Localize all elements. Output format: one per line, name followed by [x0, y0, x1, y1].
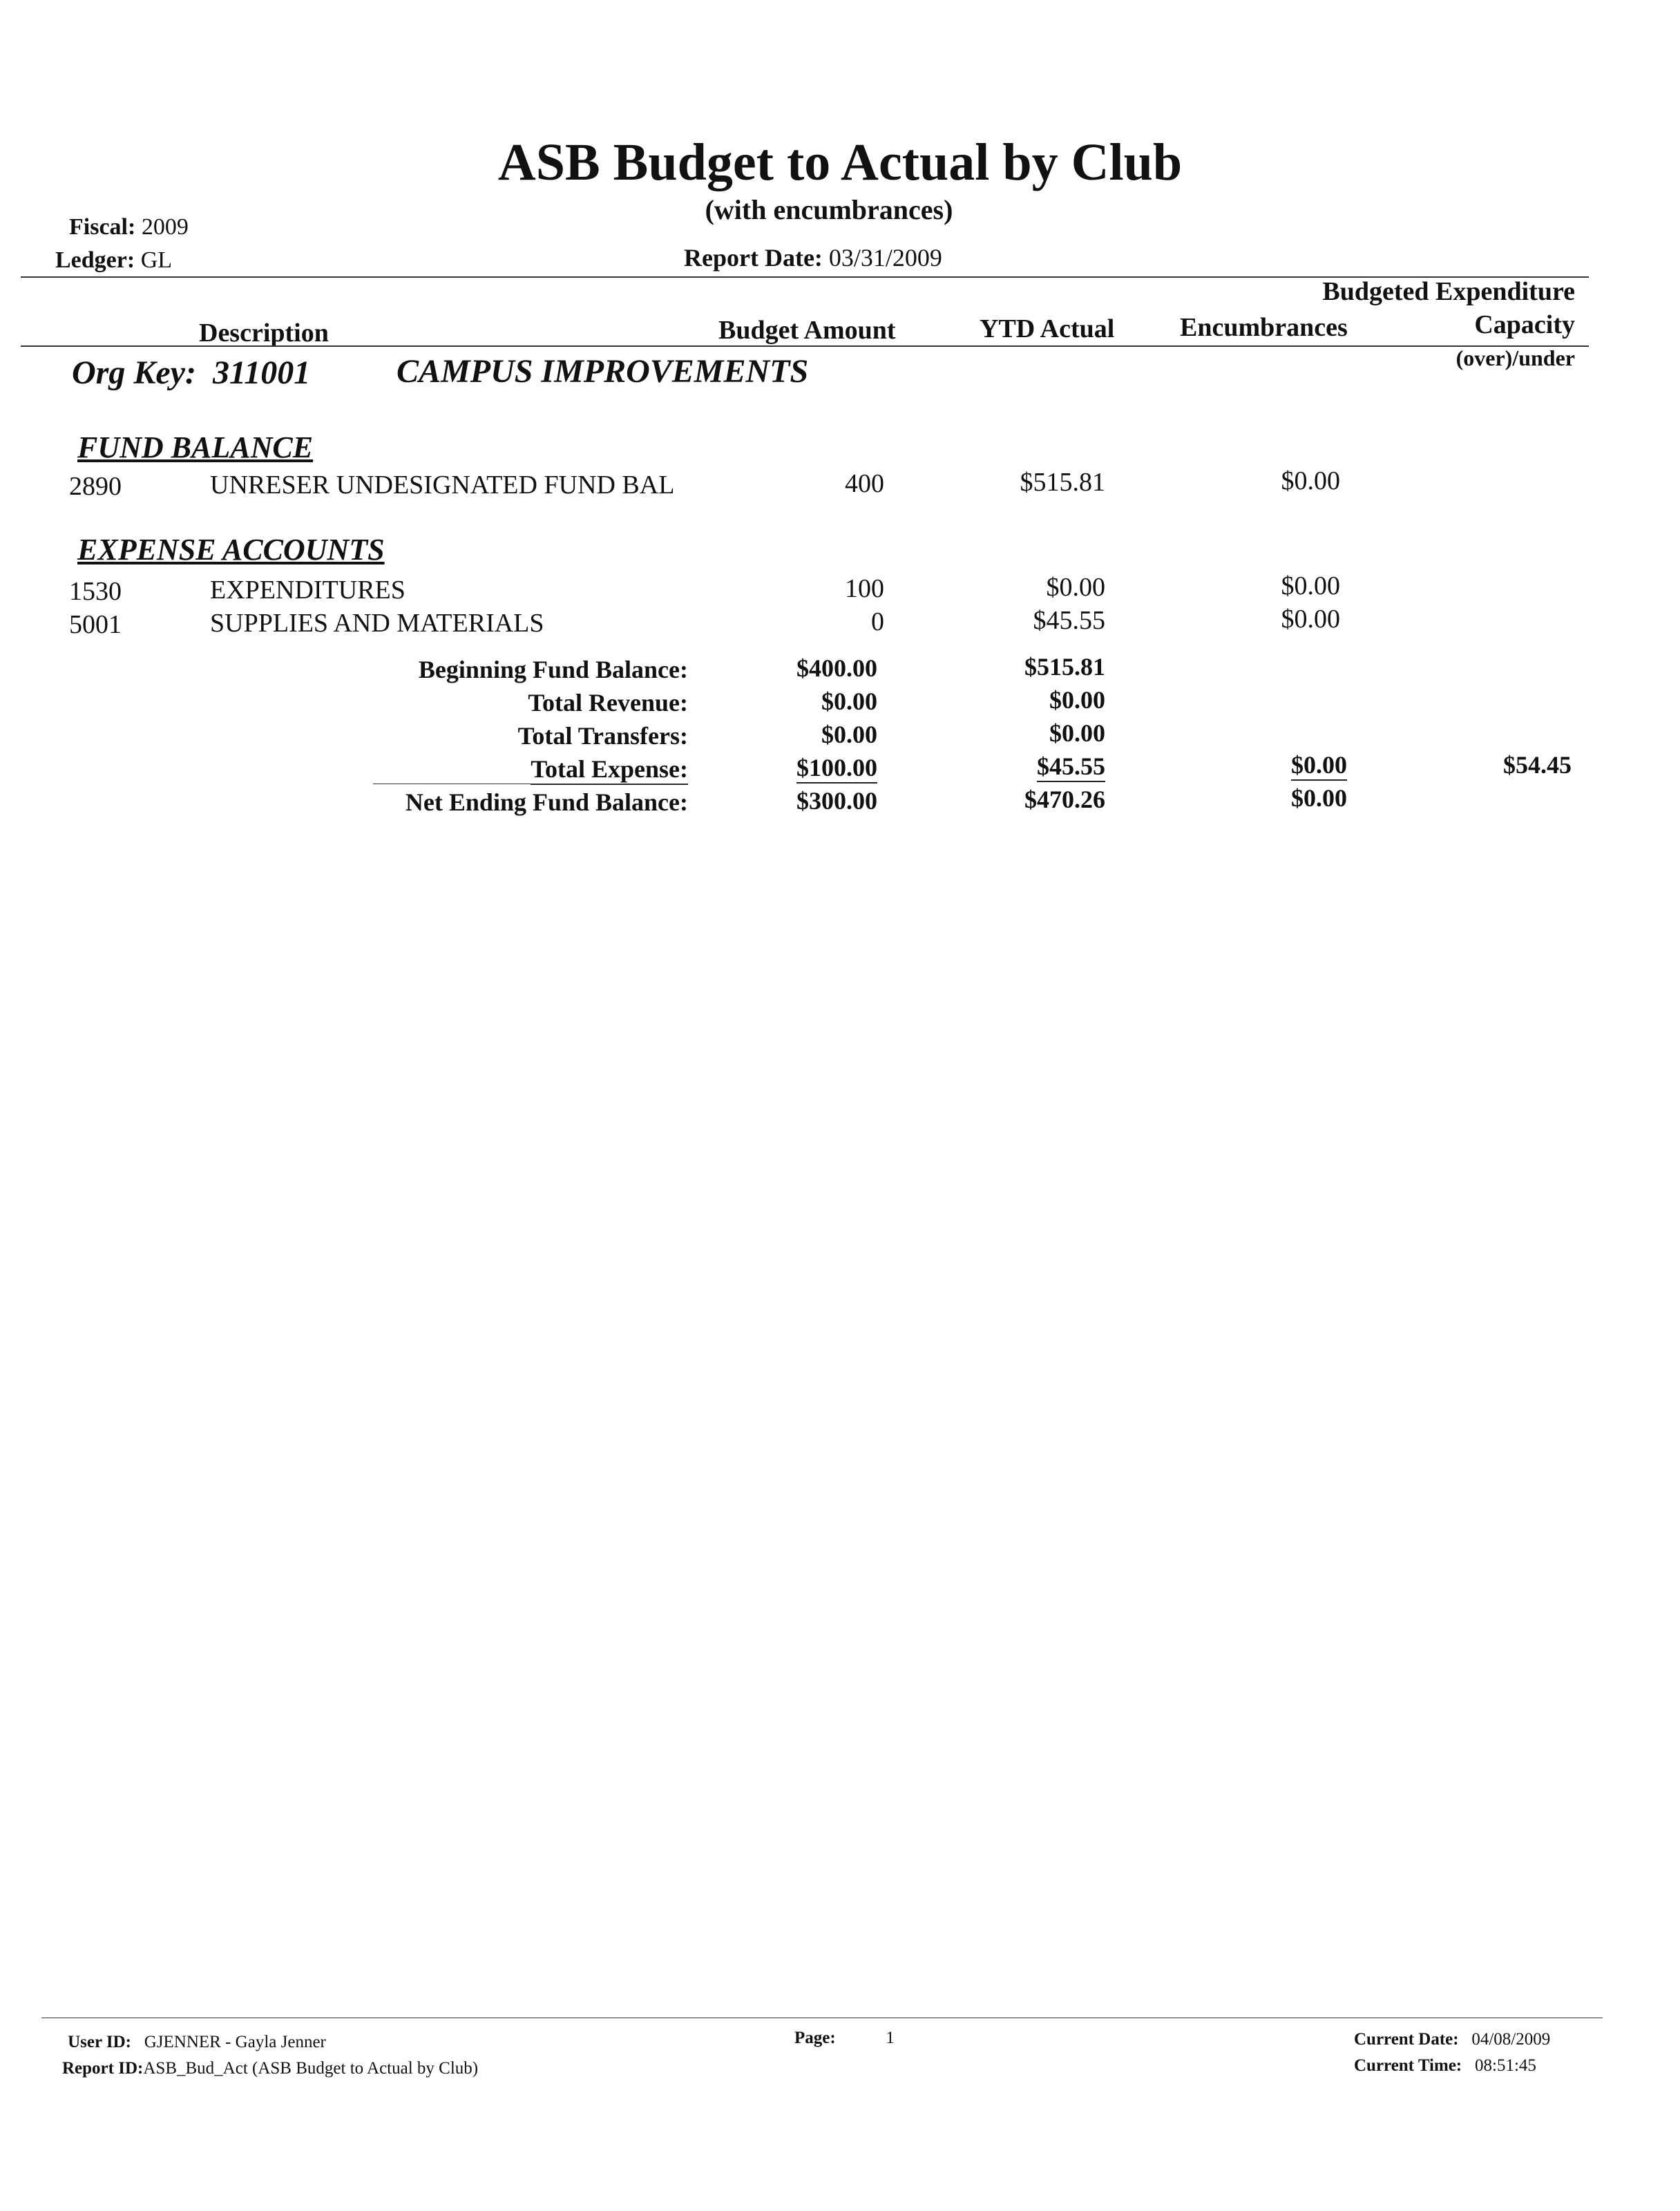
expense-encumbrances — [1202, 750, 1347, 779]
fund-row-budget: 400 — [845, 469, 884, 498]
expense-row-description: EXPENDITURES — [210, 576, 405, 605]
total-revenue-label: Total Revenue: — [528, 689, 688, 717]
current-time-value: 08:51:45 — [1475, 2056, 1536, 2075]
col-encumbrances: Encumbrances — [1180, 313, 1348, 342]
current-date-value: 04/08/2009 — [1471, 2030, 1551, 2049]
expense-row-description: SUPPLIES AND MATERIALS — [210, 609, 544, 638]
fiscal-value: 2009 — [141, 214, 189, 240]
ledger-label: Ledger: — [55, 247, 135, 273]
revenue-budget: $0.00 — [821, 687, 877, 715]
page-field — [794, 2029, 895, 2048]
org-key-label: Org Key: — [72, 354, 196, 391]
net-ending-fund-balance-label: Net Ending Fund Balance: — [405, 788, 688, 816]
col-description: Description — [199, 319, 329, 348]
fund-row-encumbrances: $0.00 — [1281, 466, 1340, 495]
col-capacity-line2: Capacity — [1474, 310, 1575, 339]
fiscal-field — [69, 214, 189, 240]
total-expense-label-text: Total Expense: — [531, 755, 688, 785]
current-time-field — [1354, 2056, 1536, 2076]
report-id-label: Report ID: — [62, 2059, 144, 2078]
expense-row-code: 5001 — [69, 610, 122, 639]
ledger-value: GL — [140, 247, 173, 273]
fiscal-label: Fiscal: — [69, 214, 136, 240]
expense-row-encumbrances: $0.00 — [1281, 605, 1340, 634]
page-label: Page: — [794, 2029, 836, 2047]
report-id-value: ASB_Bud_Act (ASB Budget to Actual by Club) — [143, 2059, 479, 2078]
net-ytd: $470.26 — [1024, 786, 1105, 813]
total-expense-label — [304, 755, 688, 784]
current-time-label: Current Time: — [1354, 2056, 1462, 2075]
expense-row-budget: 100 — [845, 574, 884, 603]
net-encumbrances: $0.00 — [1291, 784, 1347, 812]
user-id-label: User ID: — [68, 2033, 131, 2051]
expense-row-encumbrances: $0.00 — [1281, 571, 1340, 600]
expense-accounts-heading: EXPENSE ACCOUNTS — [77, 533, 385, 567]
col-capacity-line3: (over)/under — [1455, 345, 1575, 370]
org-key-value: 311001 — [212, 354, 311, 391]
fund-balance-heading: FUND BALANCE — [77, 430, 314, 464]
expense-row-ytd: $0.00 — [1046, 573, 1105, 602]
transfers-budget: $0.00 — [821, 721, 877, 748]
user-id-field — [62, 2033, 326, 2052]
col-ytd-actual: YTD Actual — [980, 314, 1115, 343]
current-date-label: Current Date: — [1354, 2030, 1459, 2049]
report-date-field — [684, 243, 942, 272]
fund-row-description: UNRESER UNDESIGNATED FUND BAL — [210, 471, 675, 500]
expense-row-code: 1530 — [69, 577, 122, 606]
report-date-value: 03/31/2009 — [828, 244, 942, 272]
expense-ytd-text: $45.55 — [1037, 752, 1105, 782]
expense-budget-text: $100.00 — [796, 754, 877, 784]
beginning-ytd: $515.81 — [1024, 653, 1105, 681]
beginning-fund-balance-label: Beginning Fund Balance: — [418, 656, 688, 683]
ledger-field — [55, 247, 172, 274]
column-header-rule — [21, 345, 1589, 347]
report-date-label: Report Date: — [684, 244, 823, 272]
expense-budget — [732, 753, 877, 782]
beginning-budget: $400.00 — [796, 654, 877, 682]
current-date-field — [1354, 2030, 1550, 2049]
page-value: 1 — [886, 2029, 895, 2047]
report-title: ASB Budget to Actual by Club — [497, 133, 1183, 191]
fund-row-code: 2890 — [69, 472, 122, 501]
net-budget: $300.00 — [796, 787, 877, 815]
org-key — [72, 354, 310, 392]
expense-capacity: $54.45 — [1503, 751, 1572, 779]
org-name: CAMPUS IMPROVEMENTS — [397, 353, 809, 390]
expense-ytd — [960, 752, 1105, 781]
fund-row-ytd: $515.81 — [1020, 468, 1105, 497]
total-transfers-label: Total Transfers: — [517, 722, 688, 750]
expense-encumbrances-text: $0.00 — [1291, 751, 1347, 781]
expense-row-budget: 0 — [871, 607, 884, 636]
col-budget-amount: Budget Amount — [718, 316, 896, 345]
user-id-value: GJENNER - Gayla Jenner — [144, 2033, 326, 2051]
revenue-ytd: $0.00 — [1049, 686, 1105, 714]
col-capacity-line1: Budgeted Expenditure — [1322, 277, 1575, 306]
expense-row-ytd: $45.55 — [1033, 606, 1105, 635]
report-id-field — [62, 2059, 478, 2078]
transfers-ytd: $0.00 — [1049, 719, 1105, 747]
report-subtitle: (with encumbrances) — [705, 194, 953, 225]
